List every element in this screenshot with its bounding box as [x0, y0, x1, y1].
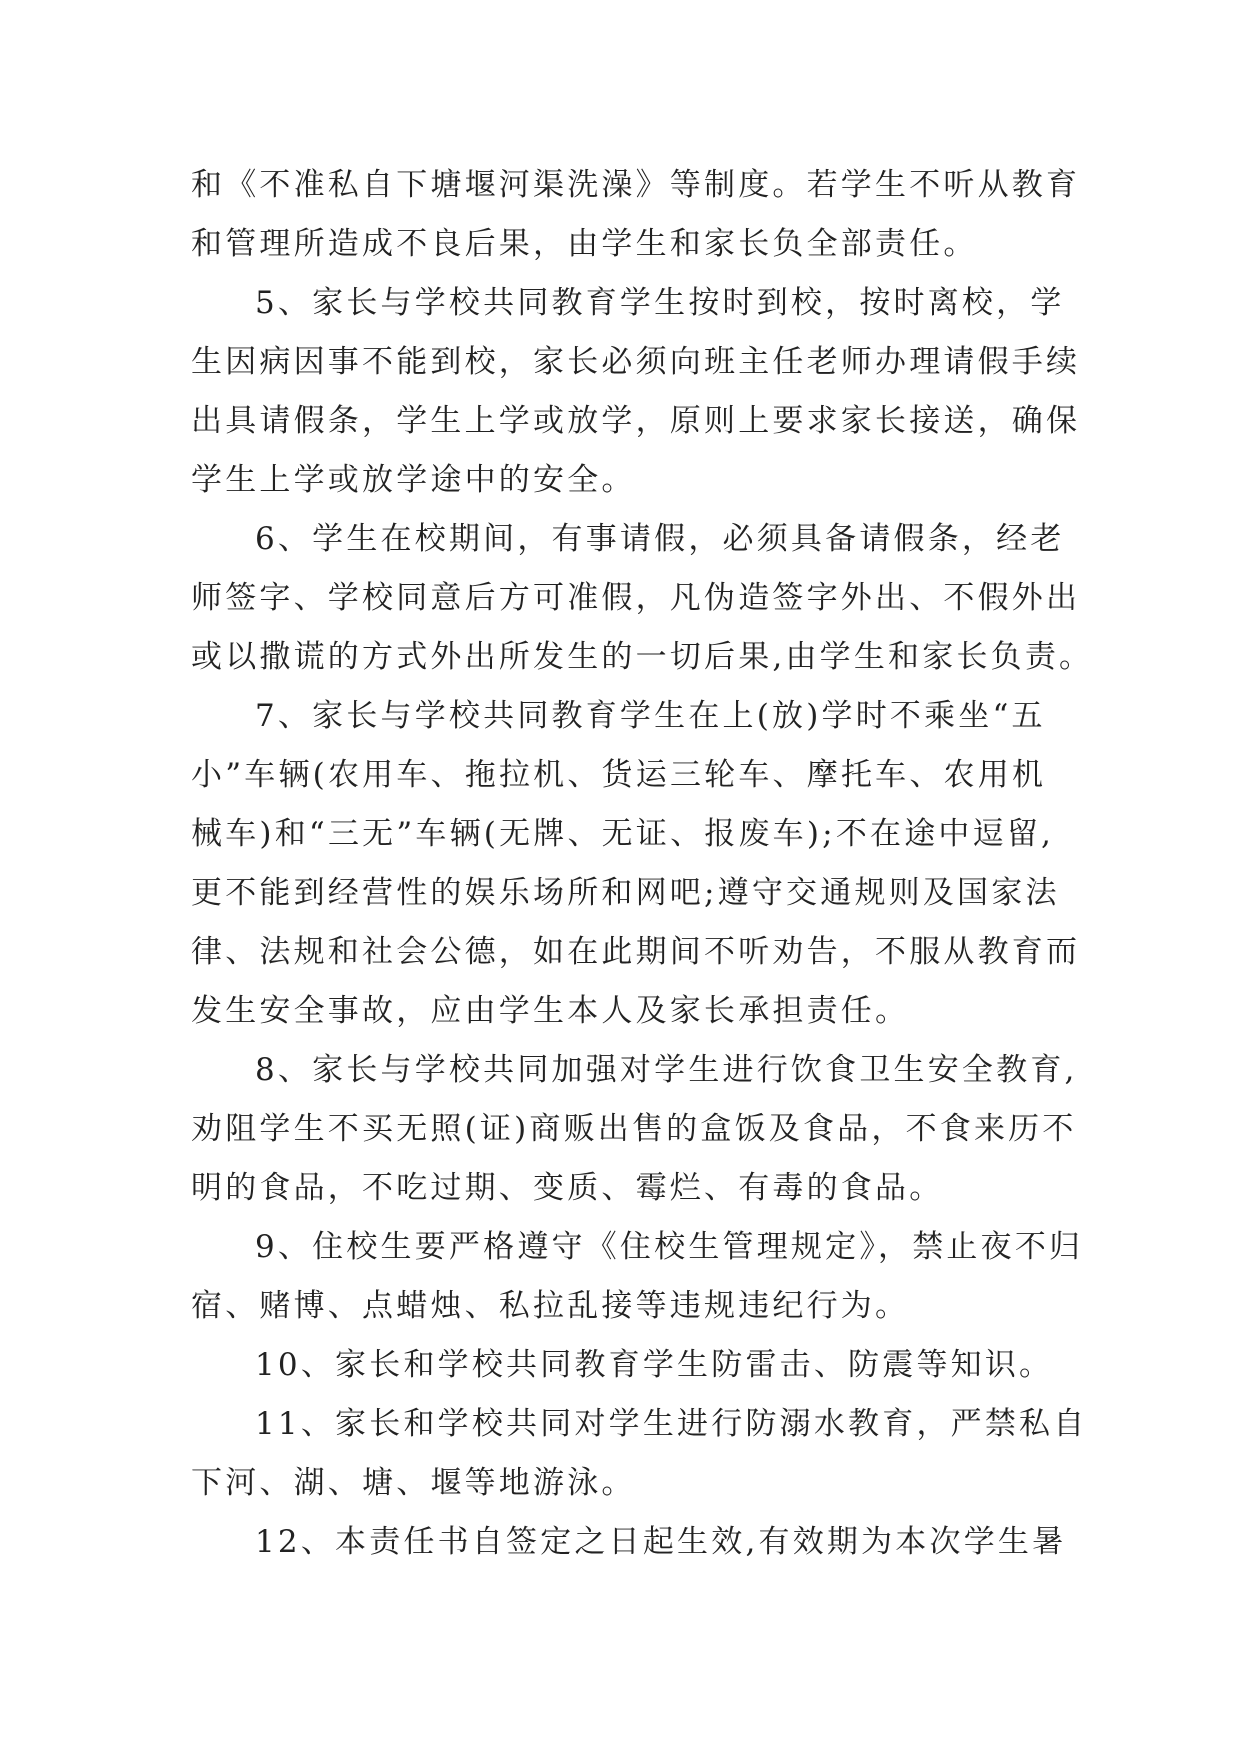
text-line: 7、家长与学校共同教育学生在上(放)学时不乘坐“五 [255, 698, 1046, 734]
document-body [191, 156, 1094, 1572]
text-line: 或以撒谎的方式外出所发生的一切后果,由学生和家长负责。 [191, 639, 1094, 675]
text-line: 律、法规和社会公德，如在此期间不听劝告，不服从教育而 [191, 934, 1081, 970]
text-line: 发生安全事故，应由学生本人及家长承担责任。 [191, 993, 910, 1029]
text-line: 下河、湖、塘、堰等地游泳。 [191, 1465, 636, 1501]
text-line: 生因病因事不能到校，家长必须向班主任老师办理请假手续 [191, 344, 1081, 380]
text-line: 械车)和“三无”车辆(无牌、无证、报废车);不在途中逗留, [191, 816, 1055, 852]
text-line: 9、住校生要严格遵守《住校生管理规定》，禁止夜不归 [255, 1229, 1084, 1265]
text-line: 宿、赌博、点蜡烛、私拉乱接等违规违纪行为。 [191, 1288, 910, 1324]
text-line: 8、家长与学校共同加强对学生进行饮食卫生安全教育, [255, 1052, 1078, 1088]
text-line: 5、家长与学校共同教育学生按时到校，按时离校，学 [255, 285, 1065, 321]
text-line: 师签字、学校同意后方可准假，凡伪造签字外出、不假外出 [191, 580, 1081, 616]
text-line: 和《不准私自下塘堰河渠洗澡》等制度。若学生不听从教育 [191, 167, 1081, 203]
text-line: 劝阻学生不买无照(证)商贩出售的盒饭及食品，不食来历不 [191, 1111, 1077, 1147]
text-line: 和管理所造成不良后果，由学生和家长负全部责任。 [191, 226, 978, 262]
text-line: 更不能到经营性的娱乐场所和网吧;遵守交通规则及国家法 [191, 875, 1060, 911]
text-line: 出具请假条，学生上学或放学，原则上要求家长接送，确保 [191, 403, 1081, 439]
text-line: 6、学生在校期间，有事请假，必须具备请假条，经老 [255, 521, 1065, 557]
text-line: 明的食品，不吃过期、变质、霉烂、有毒的食品。 [191, 1170, 944, 1206]
text-line: 10、家长和学校共同教育学生防雷击、防震等知识。 [255, 1347, 1054, 1383]
text-line: 11、家长和学校共同对学生进行防溺水教育，严禁私自 [255, 1406, 1088, 1442]
text-line: 12、本责任书自签定之日起生效,有效期为本次学生暑 [255, 1524, 1067, 1560]
text-line: 学生上学或放学途中的安全。 [191, 462, 636, 498]
text-line: 小”车辆(农用车、拖拉机、货运三轮车、摩托车、农用机 [191, 757, 1047, 793]
